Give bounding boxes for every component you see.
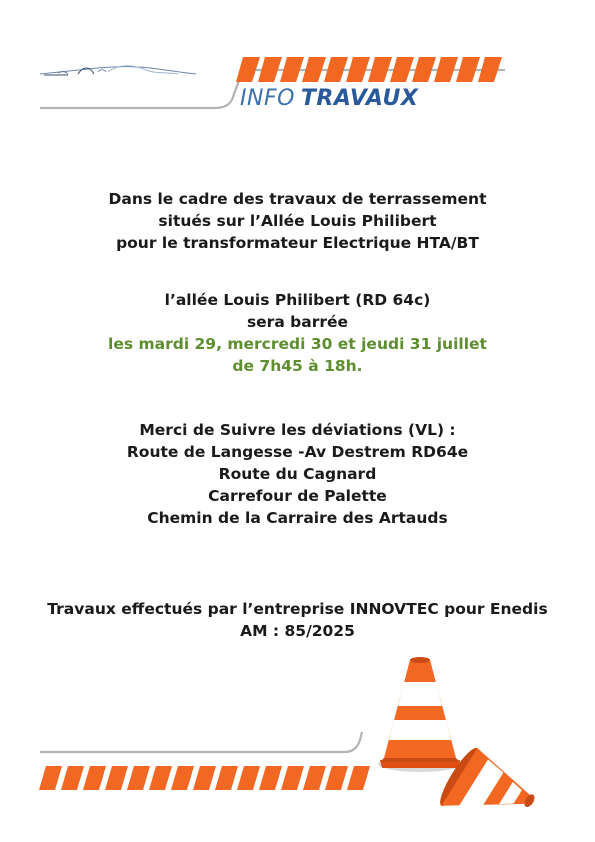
closure-hours: de 7h45 à 18h. [232,357,363,375]
deviation-item: Carrefour de Palette [208,487,387,505]
closure-status: sera barrée [246,313,349,331]
closure-dates: les mardi 29, mercredi 30 et jeudi 31 juillet [108,335,487,353]
deviations-block [0,419,595,529]
intro-line: situés sur l’Allée Louis Philibert [158,212,437,230]
closure-block [0,289,595,377]
deviation-item: Route de Langesse -Av Destrem RD64e [126,443,469,461]
deviation-item: Chemin de la Carraire des Artauds [147,509,448,527]
contractor-text: Travaux effectués par l’entreprise INNOVTEC pour Enedis [47,600,548,618]
header-banner [0,0,595,130]
intro-line: pour le transformateur Electrique HTA/BT [116,234,479,252]
brand-title [240,86,418,111]
intro-block [0,188,595,254]
deviation-item: Route du Cagnard [218,465,377,483]
brand-info-text: INFO [240,86,295,111]
intro-line: Dans le cadre des travaux de terrassement [108,190,487,208]
bottom-decoration [0,640,595,842]
reference-text: AM : 85/2025 [240,622,355,640]
closure-road: l’allée Louis Philibert (RD 64c) [164,291,431,309]
brand-travaux-text: TRAVAUX [300,86,419,111]
traffic-cone-icon [378,657,462,772]
footer-block [0,598,595,642]
deviations-title: Merci de Suivre les déviations (VL) : [139,421,456,439]
